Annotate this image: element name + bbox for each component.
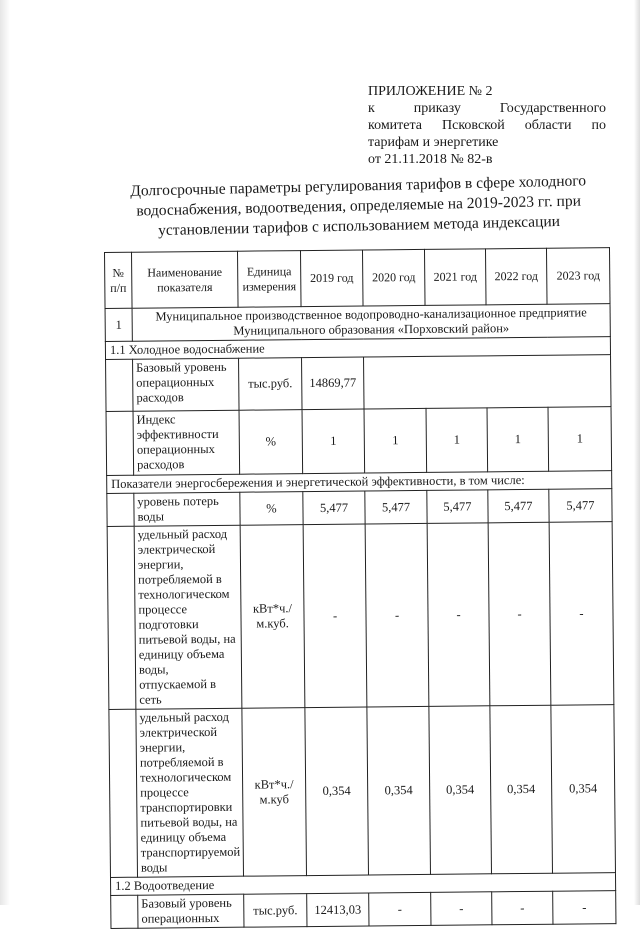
value-2019: 1 [302, 409, 365, 474]
header-2020: 2020 год [362, 249, 425, 306]
header-name: Наименование показателя [132, 251, 239, 308]
value-2019: - [303, 524, 367, 708]
appendix-title: ПРИЛОЖЕНИЕ № 2 [368, 84, 493, 99]
org-name: Муниципальное производственное водопроводно-канализационное предприятие Муниципального образования «Порховский район» [132, 304, 610, 342]
section-cold-water: 1.1 Холодное водоснабжение [105, 337, 610, 360]
value-2021: - [427, 523, 490, 707]
value-2023: 0,354 [551, 705, 616, 874]
row-name: удельный расход электрической энергии, потребляемой в технологическом процессе подготовки питьевой воды, на единицу объема воды, отпускаемой в сеть [134, 525, 242, 709]
scan-edge-left [0, 0, 10, 905]
value-2020: - [365, 523, 429, 707]
table-row [109, 705, 616, 878]
energy-header: Показатели энергосбережения и энергетической эффективности, в том числе: [107, 471, 612, 494]
appendix-date: от 21.11.2018 № 82-в [368, 152, 493, 167]
header-2023: 2023 год [546, 248, 610, 305]
value-2022: 5,477 [488, 489, 549, 523]
value-2021: 1 [426, 408, 488, 473]
row-unit: тыс.руб. [239, 358, 302, 411]
appendix-line: тарифам и энергетике [368, 135, 499, 150]
value-2022: 0,354 [490, 705, 553, 874]
document-title [118, 171, 599, 242]
table-row [107, 489, 612, 527]
value-2021: 5,477 [427, 490, 488, 524]
appendix-block [368, 83, 606, 168]
value-2023: 5,477 [549, 489, 612, 523]
scan-edge-right [634, 0, 640, 905]
row-name: удельный расход электрической энергии, потребляемой в технологическом процессе транспортировки питьевой воды, на единицу объема транспортируемой воды [136, 708, 244, 877]
table-row [107, 522, 614, 710]
row-unit: тыс.руб. [244, 894, 307, 928]
value-2020 [364, 355, 611, 409]
value-2023: - [553, 891, 616, 925]
title-line: водоснабжения, водоотведения, определяемые на 2019-2023 гг. при [136, 192, 582, 220]
section-wastewater: 1.2 Водоотведение [111, 873, 616, 896]
table-row [106, 407, 612, 476]
value-2019: 14869,77 [302, 357, 364, 410]
row-unit: кВт*ч./м.куб [242, 708, 307, 877]
value-2021: - [431, 892, 492, 926]
value-2023: 1 [548, 407, 612, 472]
value-2020: 1 [364, 408, 427, 473]
value-2023: - [549, 522, 614, 706]
appendix-line: к приказу Государственного [368, 101, 606, 116]
organization-row [105, 304, 610, 342]
row-unit: % [240, 492, 303, 526]
header-2022: 2022 год [485, 248, 547, 305]
header-2019: 2019 год [300, 250, 363, 307]
row-name: уровень потерь воды [134, 492, 240, 526]
parameters-table [104, 247, 616, 929]
title-line: Долгосрочные параметры регулирования тарифов в сфере холодного [130, 172, 587, 200]
appendix-line: комитета Псковской области по [368, 118, 606, 133]
table-row [106, 355, 611, 412]
value-2021: 0,354 [429, 706, 492, 875]
value-2019: 12413,03 [307, 893, 369, 927]
row-name: Индекс эффективности операционных расходов [133, 410, 240, 475]
value-2022: - [492, 891, 553, 925]
value-2022: - [488, 522, 551, 706]
header-unit: Единица измерения [237, 251, 301, 308]
table-row [111, 891, 616, 929]
parameters-table-wrap [104, 247, 615, 929]
row-unit: % [239, 410, 303, 475]
table-header-row [105, 248, 611, 309]
value-2019: 5,477 [303, 491, 365, 525]
header-num: № п/п [105, 252, 133, 308]
value-2019: 0,354 [305, 707, 369, 876]
row-name: Базовый уровень операционных расходов [133, 358, 239, 411]
value-2020: - [369, 892, 431, 926]
header-2021: 2021 год [424, 249, 486, 306]
row-unit: кВт*ч./м.куб. [240, 525, 305, 709]
title-line: установлении тарифов с использованием метода индексации [157, 212, 561, 240]
row-name: Базовый уровень операционных [138, 894, 244, 928]
org-num: 1 [105, 308, 132, 341]
value-2020: 5,477 [365, 490, 427, 524]
value-2022: 1 [487, 407, 549, 472]
value-2020: 0,354 [367, 706, 431, 875]
